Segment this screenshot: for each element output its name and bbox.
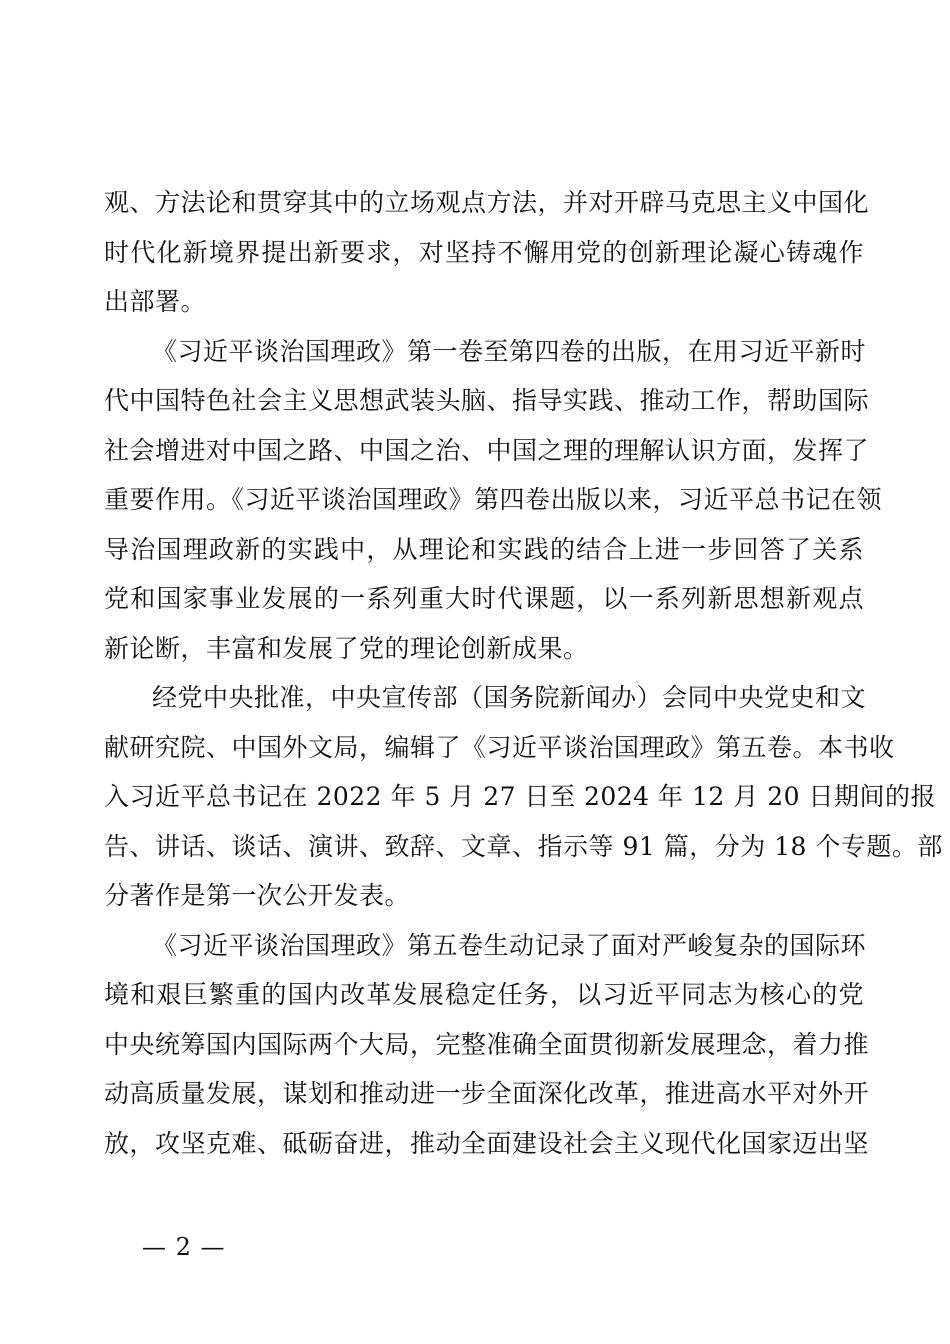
text-line: 社会增进对中国之路、中国之治、中国之理的理解认识方面，发挥了: [104, 435, 870, 465]
text-line: 入习近平总书记在 2022 年 5 月 27 日至 2024 年 12 月 20 日期间的报: [104, 782, 936, 811]
text-line: 分著作是第一次公开发表。: [104, 881, 411, 910]
text-line: 献研究院、中国外文局，编辑了《习近平谈治国理政》第五卷。本书收: [104, 732, 895, 762]
text-line: 境和艰巨繁重的国内改革发展稳定任务，以习近平同志为核心的党: [104, 980, 864, 1009]
text-line: 重要作用。《习近平谈治国理政》第四卷出版以来，习近平总书记在领: [104, 485, 883, 514]
text-line: 出部署。: [104, 287, 207, 316]
text-line: 告、讲话、谈话、演讲、致辞、文章、指示等 91 篇，分为 18 个专题。部: [104, 831, 943, 861]
text-line: 时代化新境界提出新要求，对坚持不懈用党的创新理论凝心铸魂作: [104, 237, 864, 267]
body-text: [104, 178, 943, 1168]
text-line: 新论断，丰富和发展了党的理论创新成果。: [104, 633, 589, 663]
text-line: 动高质量发展，谋划和推动进一步全面深化改革，推进高水平对外开: [104, 1079, 870, 1108]
text-line: 导治国理政新的实践中，从理论和实践的结合上进一步回答了关系: [104, 534, 864, 564]
text-line: 经党中央批准，中央宣传部（国务院新闻办）会同中央党史和文: [152, 683, 867, 712]
text-line: 放，攻坚克难、砥砺奋进，推动全面建设社会主义现代化国家迈出坚: [104, 1128, 870, 1158]
page-number: — 2 —: [142, 1233, 226, 1261]
text-line: 中央统筹国内国际两个大局，完整准确全面贯彻新发展理念，着力推: [104, 1029, 870, 1059]
text-line: 《习近平谈治国理政》第一卷至第四卷的出版，在用习近平新时: [152, 336, 867, 366]
text-line: 《习近平谈治国理政》第五卷生动记录了面对严峻复杂的国际环: [152, 930, 867, 960]
text-line: 代中国特色社会主义思想武装头脑、指导实践、推动工作，帮助国际: [104, 386, 870, 415]
text-line: 党和国家事业发展的一系列重大时代课题，以一系列新思想新观点: [104, 584, 864, 613]
text-line: 观、方法论和贯穿其中的立场观点方法，并对开辟马克思主义中国化: [104, 188, 870, 217]
